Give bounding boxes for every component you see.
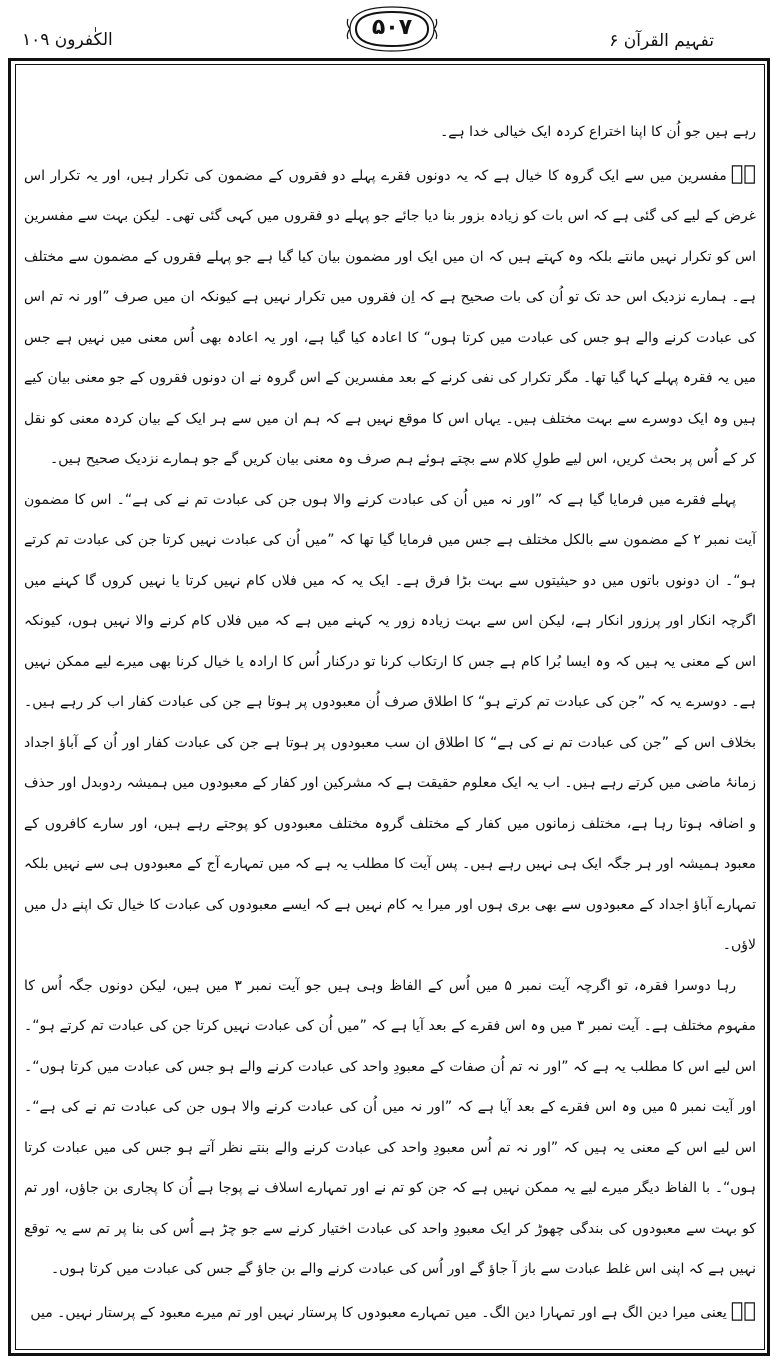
commentary-body [24,112,756,1352]
paragraph-second-sentence [24,966,756,1290]
paragraph-text: یعنی میرا دین الگ ہے اور تمہارا دین الگ۔ میں تمہارے معبودوں کا پرستار نہیں اور تم میرے معبود کے پرستار نہیں۔ میں [30,1304,727,1321]
paragraph-text: مفسرین میں سے ایک گروہ کا خیال ہے کہ یہ دونوں فقرے پہلے دو فقروں کے مضمون کی تکرار ہیں، اور یہ تکرار اس غرض کے لیے کی گئی ہے کہ اس بات کو زیادہ بزور بنا دیا جائے جو پہلے دو فقروں میں کہی گئی تھی۔ لیکن بہت سے مفسرین اس کو تکرار نہیں مانتے بلکہ وہ کہتے ہیں کہ ان میں ایک اور مضمون بیان کیا گیا ہے جو پہلے فقروں کے مضمون سے مختلف ہے۔ ہمارے نزدیک اس حد تک تو اُن کی بات صحیح ہے کہ اِن فقروں میں تکرار نہیں ہے کیونکہ ان میں صرف ”اور نہ تم اس کی عبادت کرنے والے ہو جس کی عبادت میں کرتا ہوں“ کا اعادہ کیا گیا ہے، اور یہ اعادہ بھی اُس معنی میں نہیں ہے جس میں یہ فقرہ پہلے کہا گیا تھا۔ مگر تکرار کی نفی کرنے کے بعد مفسرین کے اس گروہ نے ان دونوں فقروں کے جو معنی بیان کیے ہیں وہ ایک دوسرے سے بہت مختلف ہیں۔ یہاں اس کا موقع نہیں ہے کہ ہم ان میں سے ہر ایک کے بیان کردہ معنی کو نقل کر کے اُس پر بحث کریں، اس لیے طولِ کلام سے بچتے ہوئے ہم صرف وہ معنی بیان کریں گے جو ہمارے نزدیک صحیح ہیں۔ [24,167,756,467]
surah-title: الکٰفرون ۱۰۹ [22,30,113,50]
paragraph-text: رہا دوسرا فقرہ، تو اگرچہ آیت نمبر ۵ میں اُس کے الفاظ وہی ہیں جو آیت نمبر ۳ میں ہیں، لیکن دونوں جگہ اُس کا مفہوم مختلف ہے۔ آیت نمبر ۳ میں وہ اس فقرے کے بعد آیا ہے کہ ”میں اُن کی عبادت نہیں کرتا جن کی عبادت تم کرتے ہو“۔ اس لیے اس کا مطلب یہ ہے کہ ”اور نہ تم اُن صفات کے معبودِ واحد کی عبادت کرنے والے ہو جس کی عبادت میں کرتا ہوں“۔ اور آیت نمبر ۵ میں وہ اس فقرے کے بعد آیا ہے کہ ”اور نہ میں اُن کی عبادت کرنے والا ہوں جن کی عبادت تم نے کی ہے“۔ اس لیے اس کے معنی یہ ہیں کہ ”اور نہ تم اُس معبودِ واحد کی عبادت کرنے والے بنتے نظر آتے ہو جس کی میں عبادت کرتا ہوں“۔ با الفاظ دیگر میرے لیے یہ ممکن نہیں ہے کہ جن کو تم نے اور تمہارے اسلاف نے پوجا ہے اُن کا پجاری بن جاؤں، اور تم کو بہت سے معبودوں کی بندگی چھوڑ کر ایک معبودِ واحد کی عبادت اختیار کرنے سے جو چڑ ہے اُس کی بنا پر تم سے یہ توقع نہیں ہے کہ اپنی اس غلط عبادت سے باز آ جاؤ گے اور اُس کی عبادت کرنے والے بن جاؤ گے جس کی عبادت میں کرتا ہوں۔ [24,977,757,1277]
footnote-5 [24,1290,756,1334]
page-header [0,0,784,62]
book-title: تفہیم القرآن ۶ [609,31,714,51]
paragraph-text: پہلے فقرے میں فرمایا گیا ہے کہ ”اور نہ میں اُن کی عبادت کرنے والا ہوں جن کی عبادت تم نے کی ہے“۔ اس کا مضمون آیت نمبر ۲ کے مضمون سے بالکل مختلف ہے جس میں فرمایا گیا تھا کہ ”میں اُن کی عبادت نہیں کرتا جن کی عبادت تم کرتے ہو“۔ ان دونوں باتوں میں دو حیثیتوں سے بہت بڑا فرق ہے۔ ایک یہ کہ میں فلاں کام نہیں کرتا یا نہیں کروں گا کہنے میں اگرچہ انکار اور پرزور انکار ہے، لیکن اس سے بہت زیادہ زور یہ کہنے میں ہے کہ میں فلاں کام کرنے والا نہیں ہوں، کیونکہ اس کے معنی یہ ہیں کہ وہ ایسا بُرا کام ہے جس کا ارتکاب کرنا تو درکنار اُس کا ارادہ یا خیال کرنا بھی میرے لیے ممکن نہیں ہے۔ دوسرے یہ کہ ”جن کی عبادت تم کرتے ہو“ کا اطلاق صرف اُن معبودوں پر ہوتا ہے جن کی عبادت کفار اب کر رہے ہیں۔ بخلاف اس کے ”جن کی عبادت تم نے کی ہے“ کا اطلاق ان سب معبودوں پر ہوتا ہے جن کی عبادت کفار اور اُن کے آباؤ اجداد زمانۂ ماضی میں کرتے رہے ہیں۔ اب یہ ایک معلوم حقیقت ہے کہ مشرکین اور کفار کے معبودوں میں ہمیشہ ردوبدل اور حذف و اضافہ ہوتا رہا ہے، مختلف زمانوں میں کفار کے مختلف گروہ مختلف معبودوں کو پوجتے رہے ہیں، اور سارے کافروں کے معبود ہمیشہ اور ہر جگہ ایک ہی نہیں رہے ہیں۔ پس آیت کا مطلب یہ ہے کہ میں تمہارے آج کے معبودوں ہی سے نہیں بلکہ تمہارے آباؤ اجداد کے معبودوں سے بھی بری ہوں اور میرا یہ کام نہیں ہے کہ ایسے معبودوں کی عبادت کا خیال تک اپنے دل میں لاؤں۔ [24,491,756,953]
paragraph-continuation [24,112,756,153]
footnote-4 [24,153,756,480]
footnote-marker: ۴ؐ [730,159,756,185]
paragraph-first-sentence [24,480,756,966]
footnote-marker: ۵ؐ [730,1296,756,1322]
page-number: ۵۰۷ [371,15,413,40]
page-number-ornament [346,6,438,52]
paragraph-text: رہے ہیں جو اُن کا اپنا اختراع کردہ ایک خیالی خدا ہے۔ [440,124,756,140]
